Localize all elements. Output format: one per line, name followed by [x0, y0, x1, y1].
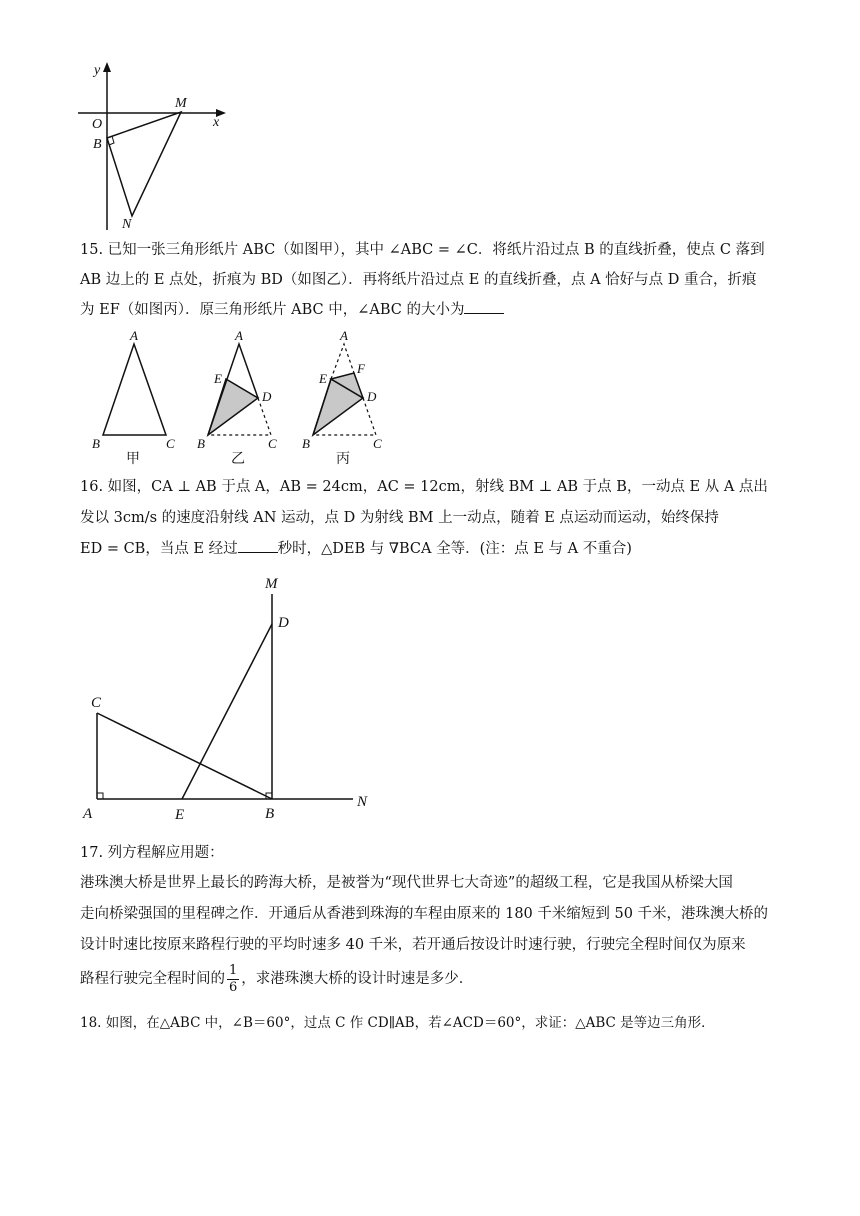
q17-line-4-post: ，求港珠澳大桥的设计时速是多少．	[241, 971, 474, 987]
jia-label-B: B	[92, 436, 100, 451]
q17-line-2: 走向桥梁强国的里程碑之作．开通后从香港到珠海的车程由原来的 180 千米缩短到 50 千米，港珠澳大桥的	[80, 906, 769, 922]
q16-answer-blank[interactable]	[238, 538, 278, 553]
q15-line-3-text: 为 EF（如图丙）．原三角形纸片 ABC 中，∠ABC 的大小为	[80, 302, 465, 318]
q16-label-B: B	[265, 806, 275, 822]
label-N: N	[122, 217, 132, 232]
q16-line-1: 16. 如图，CA ⊥ AB 于点 A，AB = 24cm，AC = 12cm，射线 BM ⊥ AB 于点 B，一动点 E 从 A 点出	[80, 479, 768, 495]
q16-label-D: D	[278, 615, 289, 631]
yi-label-C: C	[268, 436, 277, 451]
fraction-one-sixth	[227, 963, 239, 996]
q16-label-A: A	[83, 806, 93, 822]
q17-line-3: 设计时速比按原来路程行驶的平均时速多 40 千米，若开通后按设计时速行驶，行驶完全程时间仅为原来	[80, 937, 746, 953]
bing-caption: 丙	[336, 451, 350, 467]
coordinate-figure	[70, 58, 240, 233]
bing-label-E: E	[319, 371, 327, 386]
fig-yi	[195, 328, 295, 468]
q17-line-4	[80, 962, 800, 996]
yi-label-E: E	[214, 371, 222, 386]
fraction-denominator: 6	[229, 979, 238, 995]
q16-line-2: 发以 3cm/s 的速度沿射线 AN 运动，点 D 为射线 BM 上一动点，随着 E 点运动而运动，始终保持	[80, 510, 719, 526]
label-y: y	[94, 63, 101, 78]
q15-line-3	[80, 293, 800, 327]
fraction-numerator: 1	[229, 962, 238, 978]
fig-q16	[75, 570, 375, 830]
q15-line-2: AB 边上的 E 点处，折痕为 BD（如图乙）．再将纸片沿过点 E 的直线折叠，点 A 恰好与点 D 重合，折痕	[80, 272, 757, 288]
jia-label-A: A	[130, 328, 138, 343]
label-O: O	[92, 117, 103, 132]
yi-label-D: D	[262, 389, 272, 404]
bing-label-C: C	[373, 436, 382, 451]
bing-label-A: A	[340, 328, 348, 343]
q16-line-3-pre: ED = CB，当点 E 经过	[80, 541, 238, 557]
yi-caption: 乙	[231, 451, 245, 467]
q17-line-4-pre: 路程行驶完全程时间的	[80, 971, 225, 987]
q16-line-3	[80, 532, 800, 566]
yi-label-A: A	[235, 328, 243, 343]
label-x: x	[213, 115, 220, 130]
bing-label-B: B	[302, 436, 310, 451]
q18-line-1: 18. 如图，在△ABC 中，∠B＝60°，过点 C 作 CD∥AB，若∠ACD＝60°，求证：△ABC 是等边三角形．	[80, 1015, 715, 1031]
q16-label-M: M	[265, 576, 278, 592]
yi-label-B: B	[197, 436, 205, 451]
label-B: B	[93, 137, 102, 152]
label-M: M	[175, 96, 187, 111]
q15-answer-blank[interactable]	[464, 299, 504, 314]
q16-label-C: C	[91, 695, 102, 711]
bing-label-F: F	[357, 361, 365, 376]
q16-line-3-post: 秒时，△DEB 与 ∇BCA 全等．(注：点 E 与 A 不重合)	[277, 541, 632, 557]
q17-line-1: 港珠澳大桥是世界上最长的跨海大桥，是被誉为“现代世界七大奇迹”的超级工程，它是我国从桥梁大国	[80, 875, 733, 891]
bing-label-D: D	[367, 389, 377, 404]
jia-label-C: C	[166, 436, 175, 451]
jia-caption: 甲	[126, 451, 140, 467]
q16-label-N: N	[357, 794, 368, 810]
fig-bing	[300, 328, 400, 468]
q17-title: 17. 列方程解应用题：	[80, 845, 224, 861]
q15-line-1: 15. 已知一张三角形纸片 ABC（如图甲），其中 ∠ABC = ∠C．将纸片沿过点 B 的直线折叠，使点 C 落到	[80, 242, 765, 258]
q16-label-E: E	[175, 807, 185, 823]
fig-jia	[90, 328, 190, 468]
